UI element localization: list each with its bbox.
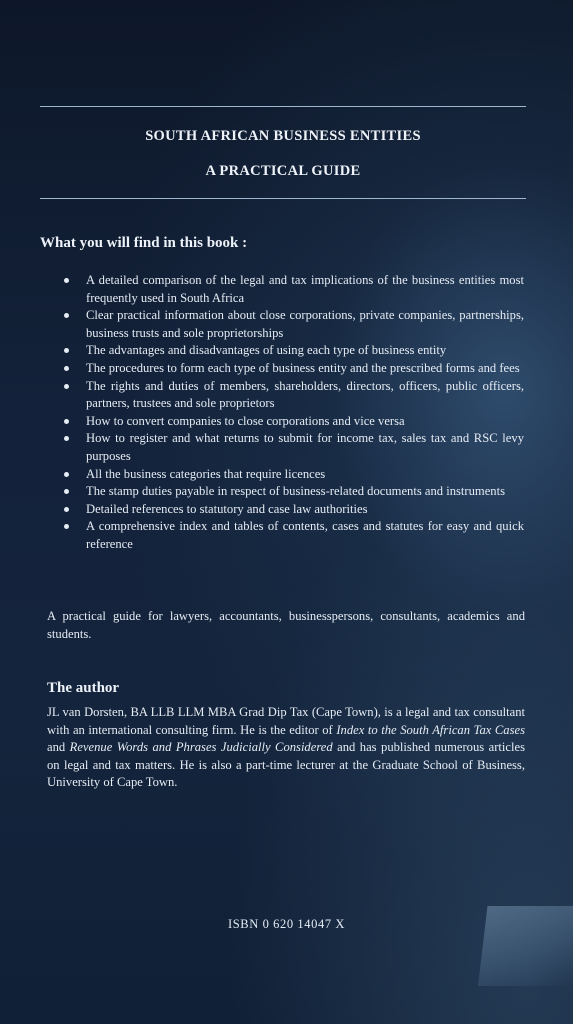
- bullet-icon: [64, 436, 69, 441]
- list-item: How to register and what returns to submit for income tax, sales tax and RSC levy purposes: [64, 430, 524, 465]
- shelf-wear-mark: [478, 906, 573, 986]
- list-item: Detailed references to statutory and case law authorities: [64, 501, 524, 519]
- book-title: SOUTH AFRICAN BUSINESS ENTITIES: [145, 128, 421, 144]
- list-item: All the business categories that require licences: [64, 466, 524, 484]
- bullet-icon: [64, 313, 69, 318]
- bottom-rule: [40, 198, 526, 199]
- bullet-icon: [64, 472, 69, 477]
- bullet-icon: [64, 384, 69, 389]
- bullet-icon: [64, 419, 69, 424]
- bullet-icon: [64, 524, 69, 529]
- list-item: A detailed comparison of the legal and tax implications of the business entities most frequently used in South Africa: [64, 272, 524, 307]
- audience-paragraph: A practical guide for lawyers, accountants, businesspersons, consultants, academics and students.: [47, 609, 525, 641]
- isbn: ISBN 0 620 14047 X: [227, 917, 346, 931]
- author-bio: JL van Dorsten, BA LLB LLM MBA Grad Dip Tax (Cape Town), is a legal and tax consultant with an international consulting firm. He is the editor of Index to the South African Tax Cases and Revenue Words and Phrases Judicially Considered and has published numerous articles on legal and tax matters. He is also a part-time lecturer at the Graduate School of Business, University of Cape Town.: [47, 705, 525, 790]
- list-item: The stamp duties payable in respect of business-related documents and instruments: [64, 483, 524, 501]
- bullet-icon: [64, 366, 69, 371]
- list-item: The procedures to form each type of business entity and the prescribed forms and fees: [64, 360, 524, 378]
- top-rule: [40, 106, 526, 107]
- list-item: A comprehensive index and tables of contents, cases and statutes for easy and quick reference: [64, 518, 524, 553]
- book-subtitle: A PRACTICAL GUIDE: [205, 163, 361, 179]
- author-heading: The author: [47, 680, 120, 696]
- list-item: How to convert companies to close corporations and vice versa: [64, 413, 524, 431]
- book-reference-2: Revenue Words and Phrases Judicially Considered: [69, 740, 333, 755]
- bullet-icon: [64, 507, 69, 512]
- list-item: The rights and duties of members, shareholders, directors, officers, public officers, partners, trustees and sole proprietors: [64, 378, 524, 413]
- contents-heading: What you will find in this book :: [40, 235, 248, 251]
- contents-list: [64, 272, 524, 554]
- list-item: Clear practical information about close corporations, private companies, partnerships, business trusts and sole proprietorships: [64, 307, 524, 342]
- bullet-icon: [64, 489, 69, 494]
- bullet-icon: [64, 348, 69, 353]
- list-item: The advantages and disadvantages of using each type of business entity: [64, 342, 524, 360]
- book-reference-1: Index to the South African Tax Cases: [336, 722, 525, 737]
- bullet-icon: [64, 278, 69, 283]
